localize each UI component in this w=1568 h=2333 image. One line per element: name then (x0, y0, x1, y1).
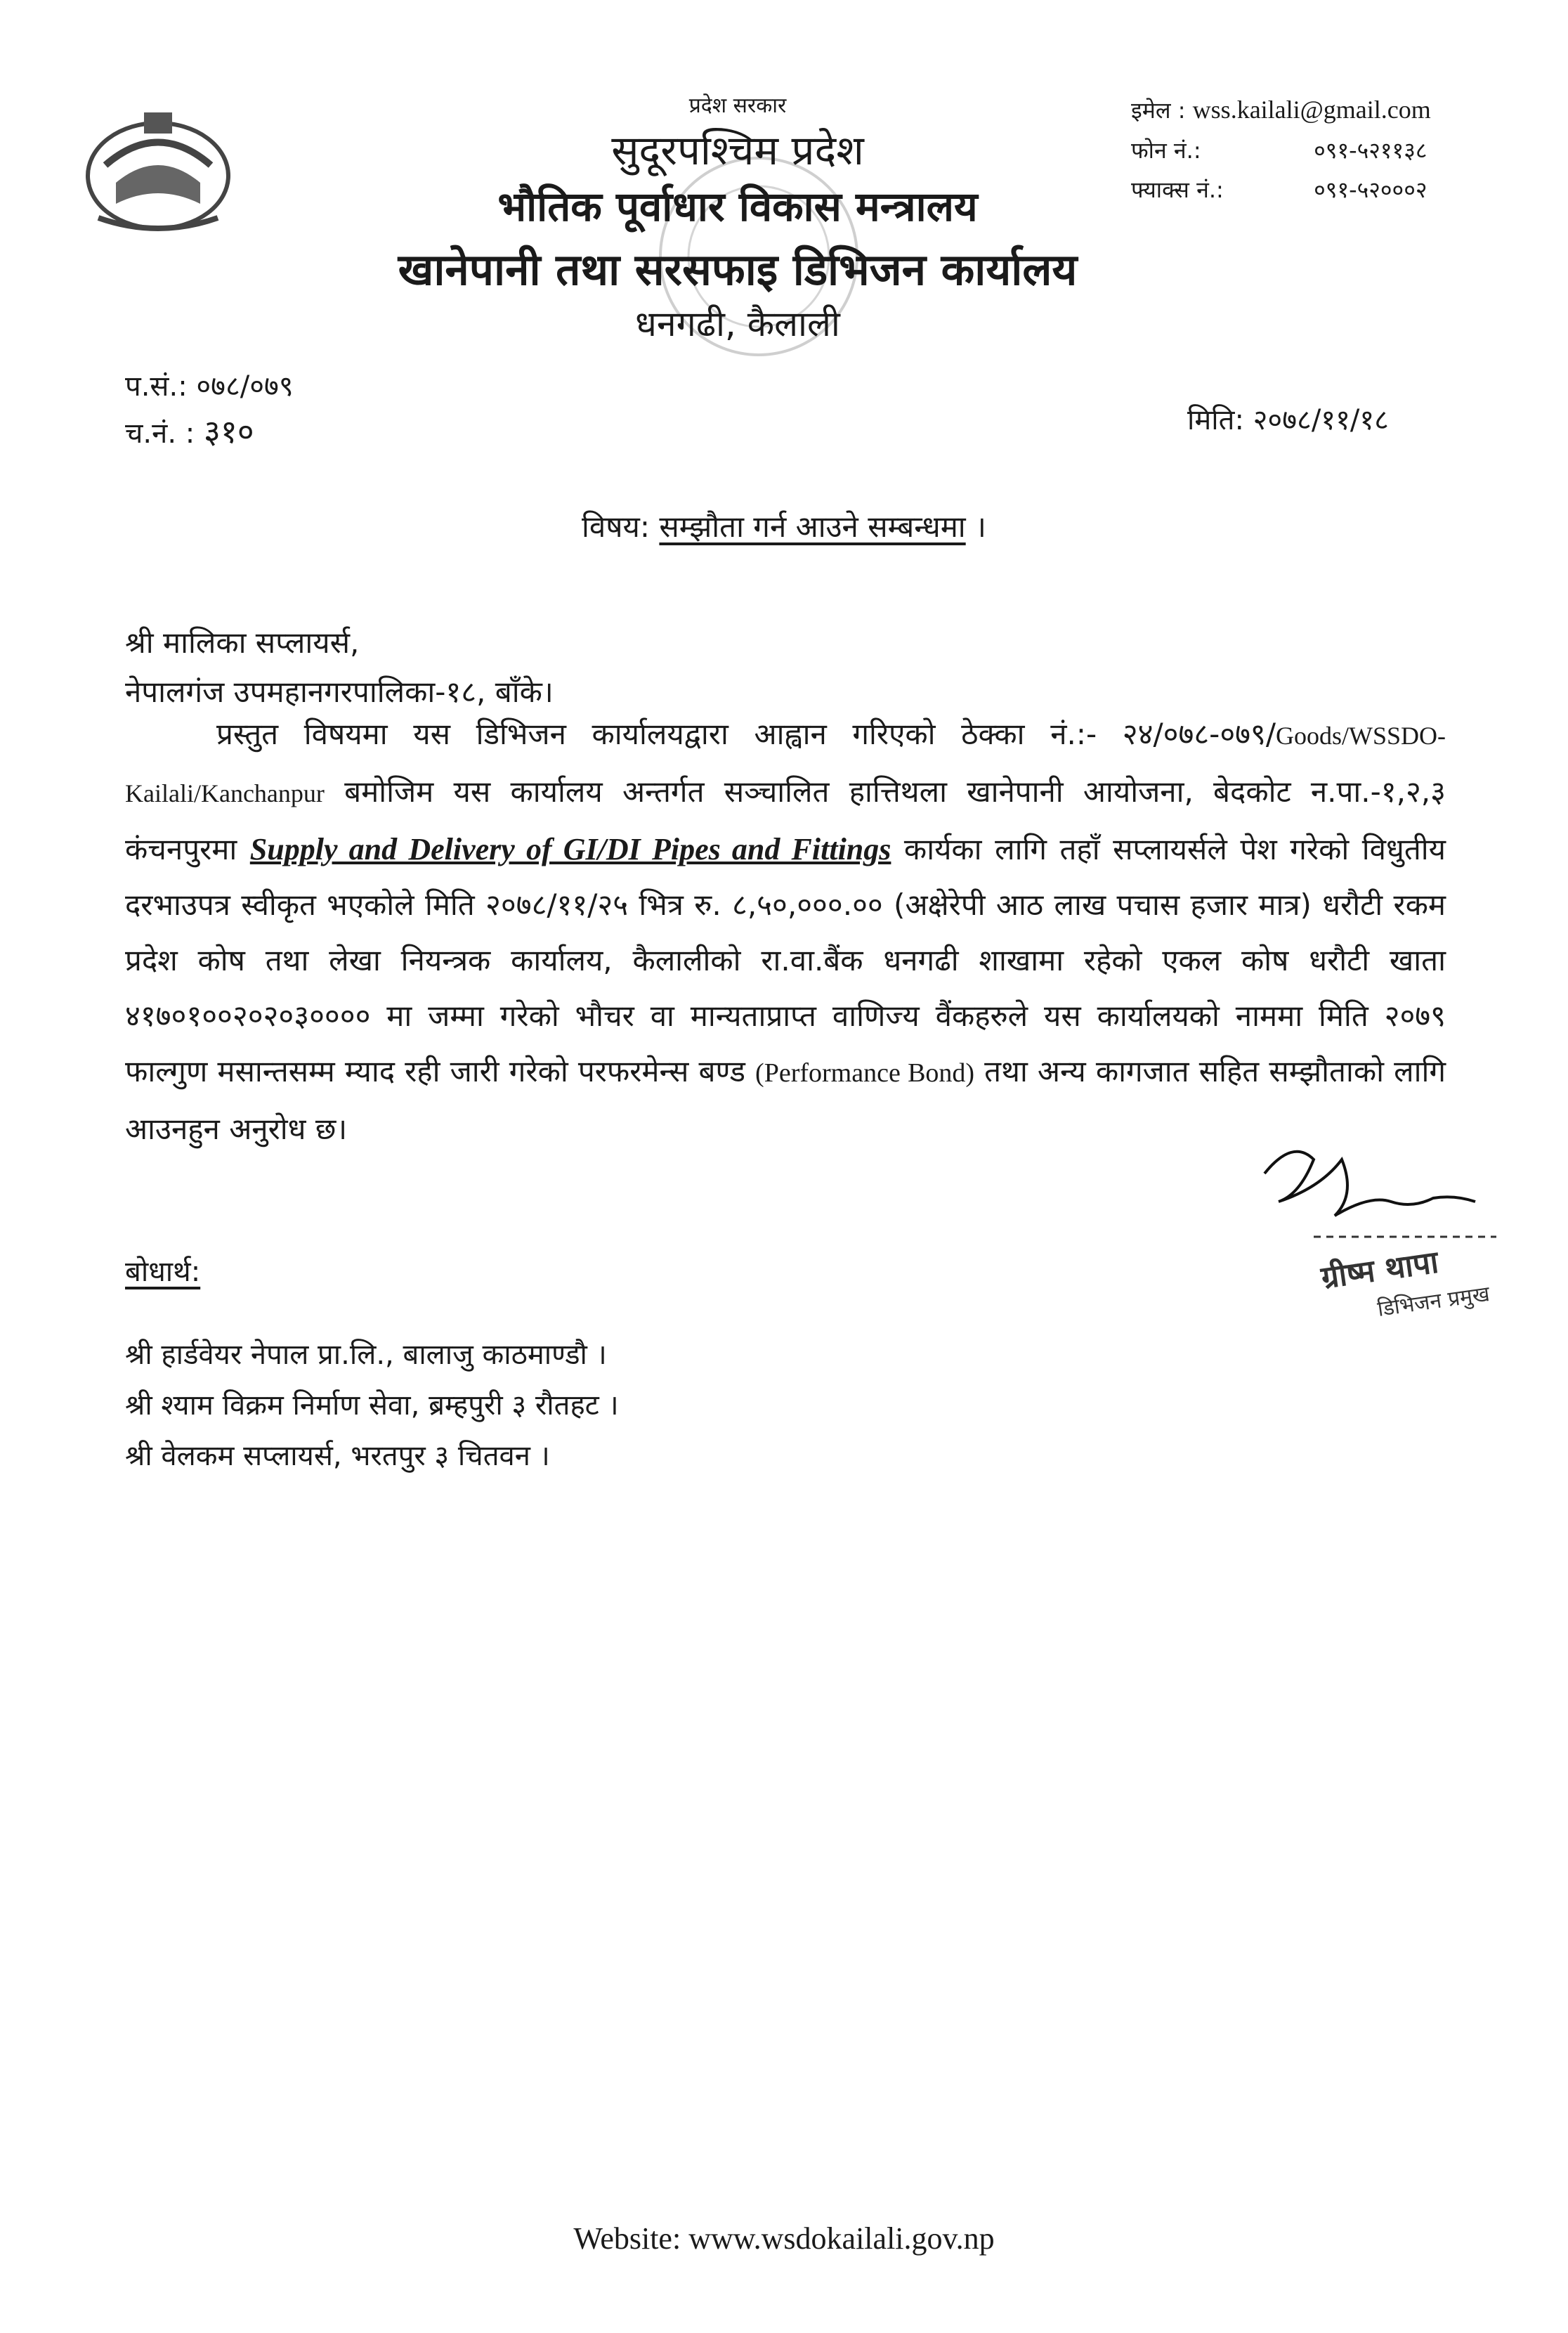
phone-label: फोन नं.: (1131, 137, 1201, 164)
fax-value: ०९१-५२०००२ (1314, 176, 1427, 203)
gov-small-label: प्रदेश सरकार (688, 93, 787, 118)
body-part-2: बमोजिम यस कार्यालय अन्तर्गत सञ्चालित हात्तिथला खानेपानी आयोजना, बेदकोट न.पा.-१,२,३ कंचनपुरमा (125, 774, 1446, 866)
signatory-name: ग्रीष्म थापा (1319, 1244, 1441, 1297)
subject-text: सम्झौता गर्न आउने सम्बन्धमा (659, 509, 966, 544)
patra-sankhya: प.सं.: ०७८/०७९ (125, 370, 294, 403)
body-part-3: कार्यका लागि तहाँ सप्लायर्सले पेश गरेको विधुतीय दरभाउपत्र स्वीकृत भएकोले मिति २०७८/११/२५ भित्र रु. ८,५०,०००.०० (अक्षेरेपी आठ लाख पचास हजार मात्र) धरौटी रकम प्रदेश कोष तथा लेखा नियन्त्रक कार्यालय, कैलालीको रा.वा.बैंक धनगढी शाखामा रहेको एकल कोष धरौटी खाता ४१७०१००२०२०३०००० मा जम्मा गरेको भौचर वा मान्यताप्राप्त वाणिज्य वैंकहरुले यस कार्यालयको नाममा मिति २०७९ फाल्गुण मसान्तसम्म म्याद रही जारी गरेको परफरमेन्स बण्ड (125, 832, 1446, 1088)
cc-item: श्री श्याम विक्रम निर्माण सेवा, ब्रम्हपुरी ३ रौतहट । (125, 1389, 619, 1422)
addressee-address: नेपालगंज उपमहानगरपालिका-१८, बाँके। (125, 675, 554, 709)
contact-fax-row (1131, 174, 1427, 204)
letter-body (125, 706, 1446, 1157)
addressee-name: श्री मालिका सप्लायर्स, (125, 625, 360, 660)
email-value: wss.kailali@gmail.com (1192, 96, 1431, 124)
signatory-title: डिभिजन प्रमुख (1376, 1281, 1491, 1322)
body-paragraph (125, 706, 1446, 1157)
chalani-value: ३१० (203, 412, 254, 450)
body-part-1: प्रस्तुत विषयमा यस डिभिजन कार्यालयद्वारा आह्वान गरिएको ठेक्का नं.:- २४/०७८-०७९/ (216, 717, 1276, 751)
contact-phone-row (1131, 135, 1427, 165)
cc-item: श्री वेलकम सप्लायर्स, भरतपुर ३ चितवन । (125, 1440, 550, 1472)
email-label: इमेल : (1131, 97, 1186, 124)
fax-label: फ्याक्स नं.: (1131, 176, 1224, 203)
contact-email-row (1131, 95, 1431, 125)
cc-item: श्री हार्डवेयर नेपाल प्रा.लि., बालाजु काठमाण्डौ । (125, 1339, 607, 1371)
subject-label: विषय: (582, 509, 651, 544)
work-title: Supply and Delivery of GI/DI Pipes and Fittings (249, 832, 891, 866)
office-location: धनगढी, कैलाली (635, 304, 840, 344)
performance-bond: (Performance Bond) (755, 1058, 975, 1088)
chalani-number (125, 409, 254, 453)
letter-date: मिति: २०७८/११/१८ (1187, 404, 1389, 436)
footer-website: Website: www.wsdokailali.gov.np (573, 2221, 995, 2256)
body-part-4: तथा अन्य कागजात सहित सम्झौताको लागि आउनहुन अनुरोध छ। (125, 1054, 1446, 1146)
subject-end: । (975, 509, 986, 544)
contract-code: Goods/WSSDO-Kailali/Kanchanpur (125, 722, 1446, 807)
chalani-label: च.नं. : (125, 417, 195, 450)
office-name: खानेपानी तथा सरसफाइ डिभिजन कार्यालय (398, 244, 1078, 295)
subject-line (0, 506, 1568, 546)
province-name: सुदूरपश्चिम प्रदेश (611, 126, 864, 174)
nepal-emblem-icon (77, 98, 239, 239)
cc-title: बोधार्थ: (125, 1256, 201, 1288)
ministry-name: भौतिक पूर्वाधार विकास मन्त्रालय (497, 183, 978, 230)
phone-value: ०९१-५२११३८ (1314, 137, 1427, 164)
handwritten-signature (1250, 1131, 1503, 1258)
